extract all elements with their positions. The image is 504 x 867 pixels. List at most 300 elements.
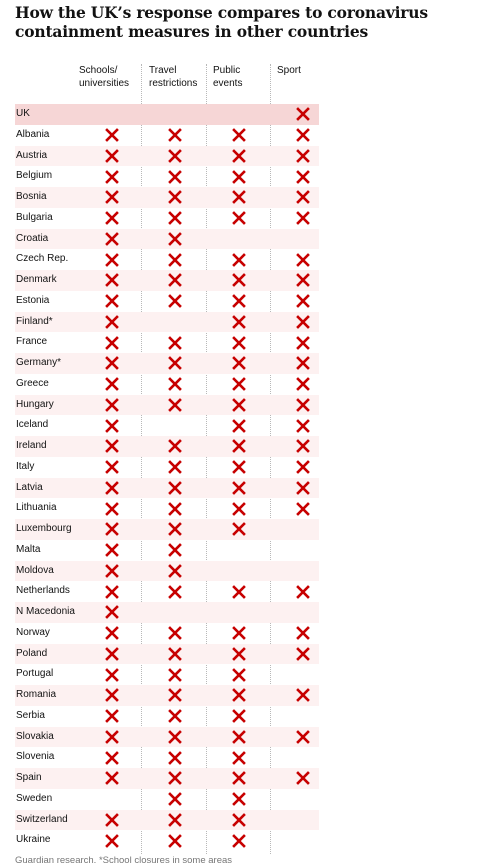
x-mark-icon: [105, 439, 119, 453]
measure-cell: [229, 706, 249, 727]
x-mark-icon: [296, 481, 310, 495]
country-label: Serbia: [16, 709, 45, 721]
measure-cell: [102, 519, 122, 540]
country-label: Slovenia: [16, 751, 55, 763]
measure-cell: [102, 125, 122, 146]
measure-cell: [165, 229, 185, 250]
measure-cell: [102, 727, 122, 748]
x-mark-icon: [296, 585, 310, 599]
x-mark-icon: [232, 190, 246, 204]
measure-cell: [229, 623, 249, 644]
table-row: [15, 830, 319, 851]
x-mark-icon: [168, 668, 182, 682]
measure-cell: [293, 104, 313, 125]
table-row: [15, 270, 319, 291]
x-mark-icon: [232, 751, 246, 765]
column-header-public-events: Public events: [213, 65, 243, 89]
measure-cell: [102, 478, 122, 499]
measure-cell: [165, 727, 185, 748]
x-mark-icon: [105, 398, 119, 412]
x-mark-icon: [168, 273, 182, 287]
measure-cell: [102, 706, 122, 727]
measure-cell: [165, 789, 185, 810]
column-header-schools: Schools/ universities: [79, 65, 130, 89]
measure-cell: [293, 727, 313, 748]
measure-cell: [102, 415, 122, 436]
measure-cell: [165, 270, 185, 291]
x-mark-icon: [296, 439, 310, 453]
x-mark-icon: [296, 149, 310, 163]
country-label: Ireland: [16, 440, 47, 451]
measure-cell: [229, 727, 249, 748]
x-mark-icon: [105, 273, 119, 287]
x-mark-icon: [296, 688, 310, 702]
x-mark-icon: [168, 585, 182, 599]
x-mark-icon: [296, 128, 310, 142]
table-row: [15, 208, 319, 229]
x-mark-icon: [232, 834, 246, 848]
x-mark-icon: [232, 149, 246, 163]
x-mark-icon: [232, 294, 246, 308]
measure-cell: [229, 125, 249, 146]
x-mark-icon: [168, 398, 182, 412]
x-mark-icon: [168, 336, 182, 350]
measure-cell: [229, 644, 249, 665]
measure-cell: [229, 270, 249, 291]
country-label: Sweden: [16, 792, 53, 804]
country-label: Estonia: [16, 294, 50, 306]
measure-cell: [229, 353, 249, 374]
measure-cell: [102, 644, 122, 665]
measure-cell: [102, 830, 122, 851]
x-mark-icon: [232, 377, 246, 391]
measure-cell: [102, 291, 122, 312]
x-mark-icon: [296, 502, 310, 516]
x-mark-icon: [168, 190, 182, 204]
table-row: [15, 540, 319, 561]
measure-cell: [293, 146, 313, 167]
table-row: [15, 146, 319, 167]
measure-cell: [165, 208, 185, 229]
measure-cell: [229, 830, 249, 851]
country-label: Greece: [16, 377, 49, 389]
x-mark-icon: [296, 626, 310, 640]
x-mark-icon: [105, 460, 119, 474]
measure-cell: [165, 291, 185, 312]
table-row: [15, 727, 319, 748]
country-label: Hungary: [16, 398, 54, 410]
measure-cell: [293, 332, 313, 353]
x-mark-icon: [105, 211, 119, 225]
table-row: [15, 789, 319, 810]
table-row: [15, 519, 319, 540]
table-row: [15, 498, 319, 519]
x-mark-icon: [168, 149, 182, 163]
table-row: [15, 187, 319, 208]
x-mark-icon: [105, 647, 119, 661]
table-row: [15, 166, 319, 187]
measure-cell: [229, 581, 249, 602]
measure-cell: [102, 498, 122, 519]
country-label: Norway: [16, 626, 50, 638]
x-mark-icon: [105, 128, 119, 142]
measure-cell: [293, 415, 313, 436]
x-mark-icon: [105, 356, 119, 370]
x-mark-icon: [232, 502, 246, 516]
measure-cell: [165, 810, 185, 831]
measure-cell: [165, 561, 185, 582]
measure-cell: [229, 768, 249, 789]
measure-cell: [229, 208, 249, 229]
measure-cell: [229, 664, 249, 685]
measure-cell: [102, 581, 122, 602]
x-mark-icon: [105, 564, 119, 578]
x-mark-icon: [232, 668, 246, 682]
table-row: [15, 664, 319, 685]
country-label: Czech Rep.: [16, 253, 69, 265]
x-mark-icon: [168, 564, 182, 578]
measure-cell: [102, 146, 122, 167]
measure-cell: [165, 457, 185, 478]
measure-cell: [102, 353, 122, 374]
x-mark-icon: [168, 626, 182, 640]
measure-cell: [102, 685, 122, 706]
measure-cell: [165, 166, 185, 187]
measure-cell: [165, 498, 185, 519]
measure-cell: [293, 395, 313, 416]
x-mark-icon: [296, 253, 310, 267]
measure-cell: [293, 768, 313, 789]
measure-cell: [229, 685, 249, 706]
table-row: [15, 104, 319, 125]
x-mark-icon: [296, 170, 310, 184]
x-mark-icon: [296, 377, 310, 391]
x-mark-icon: [105, 419, 119, 433]
measure-cell: [229, 519, 249, 540]
x-mark-icon: [168, 771, 182, 785]
table-row: [15, 395, 319, 416]
measure-cell: [102, 747, 122, 768]
country-label: N Macedonia: [16, 606, 75, 617]
x-mark-icon: [105, 813, 119, 827]
measure-cell: [229, 747, 249, 768]
measure-cell: [293, 291, 313, 312]
table-row: [15, 644, 319, 665]
measure-cell: [165, 332, 185, 353]
table-row: [15, 810, 319, 831]
measure-cell: [229, 436, 249, 457]
country-label: Netherlands: [16, 585, 70, 597]
measure-cell: [102, 166, 122, 187]
measure-cell: [165, 664, 185, 685]
country-label: Bulgaria: [16, 211, 53, 223]
x-mark-icon: [168, 543, 182, 557]
x-mark-icon: [168, 792, 182, 806]
x-mark-icon: [232, 211, 246, 225]
country-label: Denmark: [16, 274, 57, 285]
x-mark-icon: [232, 626, 246, 640]
measure-cell: [102, 208, 122, 229]
x-mark-icon: [232, 792, 246, 806]
measure-cell: [229, 187, 249, 208]
x-mark-icon: [296, 356, 310, 370]
x-mark-icon: [168, 356, 182, 370]
measure-cell: [165, 374, 185, 395]
country-label: Albania: [16, 128, 50, 140]
measures-table: [15, 104, 319, 851]
measure-cell: [102, 312, 122, 333]
x-mark-icon: [232, 585, 246, 599]
x-mark-icon: [232, 730, 246, 744]
measure-cell: [293, 249, 313, 270]
measure-cell: [165, 478, 185, 499]
x-mark-icon: [105, 771, 119, 785]
source-note: Guardian research. *School closures in some areas: [15, 855, 233, 866]
country-label: Bosnia: [16, 191, 47, 202]
x-mark-icon: [232, 771, 246, 785]
table-row: [15, 229, 319, 250]
measure-cell: [293, 125, 313, 146]
measure-cell: [165, 768, 185, 789]
country-label: Romania: [16, 689, 57, 700]
x-mark-icon: [296, 771, 310, 785]
country-label: Luxembourg: [16, 523, 72, 534]
country-label: Germany*: [16, 357, 62, 368]
measure-cell: [165, 519, 185, 540]
x-mark-icon: [168, 128, 182, 142]
column-header-sport: Sport: [277, 65, 301, 76]
measure-cell: [102, 270, 122, 291]
table-row: [15, 561, 319, 582]
measure-cell: [229, 166, 249, 187]
country-label: Poland: [16, 647, 48, 659]
x-mark-icon: [168, 294, 182, 308]
x-mark-icon: [232, 315, 246, 329]
measure-cell: [293, 436, 313, 457]
x-mark-icon: [232, 170, 246, 184]
x-mark-icon: [232, 128, 246, 142]
measure-cell: [165, 187, 185, 208]
measure-cell: [293, 498, 313, 519]
measure-cell: [165, 830, 185, 851]
country-label: Croatia: [16, 232, 49, 244]
x-mark-icon: [168, 834, 182, 848]
measure-cell: [165, 540, 185, 561]
table-row: [15, 457, 319, 478]
measure-cell: [165, 747, 185, 768]
measure-cell: [293, 166, 313, 187]
measure-cell: [102, 561, 122, 582]
x-mark-icon: [296, 336, 310, 350]
x-mark-icon: [105, 232, 119, 246]
x-mark-icon: [232, 522, 246, 536]
x-mark-icon: [296, 315, 310, 329]
table-row: [15, 291, 319, 312]
x-mark-icon: [296, 398, 310, 412]
country-label: Malta: [16, 543, 41, 555]
measure-cell: [229, 415, 249, 436]
measure-cell: [102, 229, 122, 250]
x-mark-icon: [168, 439, 182, 453]
measure-cell: [229, 498, 249, 519]
x-mark-icon: [168, 751, 182, 765]
measure-cell: [165, 353, 185, 374]
x-mark-icon: [105, 502, 119, 516]
measure-cell: [102, 768, 122, 789]
x-mark-icon: [105, 688, 119, 702]
country-label: Portugal: [16, 668, 54, 680]
measure-cell: [293, 374, 313, 395]
measure-cell: [102, 664, 122, 685]
x-mark-icon: [232, 253, 246, 267]
country-label: Slovakia: [16, 730, 54, 742]
x-mark-icon: [105, 315, 119, 329]
measure-cell: [165, 581, 185, 602]
x-mark-icon: [296, 730, 310, 744]
x-mark-icon: [105, 585, 119, 599]
x-mark-icon: [232, 419, 246, 433]
measure-cell: [102, 249, 122, 270]
x-mark-icon: [105, 253, 119, 267]
country-label: Ukraine: [16, 834, 51, 846]
x-mark-icon: [296, 273, 310, 287]
x-mark-icon: [232, 273, 246, 287]
x-mark-icon: [232, 709, 246, 723]
measure-cell: [293, 353, 313, 374]
x-mark-icon: [105, 751, 119, 765]
x-mark-icon: [168, 688, 182, 702]
x-mark-icon: [168, 232, 182, 246]
x-mark-icon: [105, 605, 119, 619]
measure-cell: [229, 146, 249, 167]
x-mark-icon: [168, 460, 182, 474]
measure-cell: [293, 623, 313, 644]
country-label: Iceland: [16, 419, 49, 431]
table-row: [15, 436, 319, 457]
measure-cell: [293, 457, 313, 478]
table-row: [15, 768, 319, 789]
x-mark-icon: [232, 460, 246, 474]
country-label: Italy: [16, 460, 35, 472]
table-row: [15, 602, 319, 623]
x-mark-icon: [105, 668, 119, 682]
measure-cell: [293, 581, 313, 602]
x-mark-icon: [105, 170, 119, 184]
x-mark-icon: [168, 170, 182, 184]
measure-cell: [229, 478, 249, 499]
measure-cell: [229, 249, 249, 270]
x-mark-icon: [105, 709, 119, 723]
table-row: [15, 623, 319, 644]
x-mark-icon: [168, 253, 182, 267]
x-mark-icon: [232, 356, 246, 370]
table-row: [15, 332, 319, 353]
table-row: [15, 478, 319, 499]
country-label: Latvia: [16, 481, 43, 493]
measure-cell: [165, 436, 185, 457]
measure-cell: [102, 395, 122, 416]
country-label: Austria: [16, 149, 48, 161]
measure-cell: [165, 125, 185, 146]
x-mark-icon: [105, 730, 119, 744]
measure-cell: [229, 374, 249, 395]
x-mark-icon: [168, 813, 182, 827]
x-mark-icon: [105, 481, 119, 495]
measure-cell: [102, 457, 122, 478]
measure-cell: [229, 789, 249, 810]
country-label: Spain: [16, 772, 42, 783]
measure-cell: [102, 540, 122, 561]
measure-cell: [229, 457, 249, 478]
measure-cell: [165, 706, 185, 727]
measure-cell: [165, 685, 185, 706]
measure-cell: [229, 810, 249, 831]
x-mark-icon: [296, 190, 310, 204]
measure-cell: [165, 395, 185, 416]
measure-cell: [165, 623, 185, 644]
measure-cell: [293, 312, 313, 333]
country-label: Moldova: [16, 564, 54, 576]
country-label: Belgium: [16, 170, 53, 182]
measure-cell: [102, 436, 122, 457]
table-row: [15, 374, 319, 395]
table-row: [15, 249, 319, 270]
column-header-travel: Travel restrictions: [149, 65, 198, 89]
table-row: [15, 706, 319, 727]
x-mark-icon: [168, 522, 182, 536]
measure-cell: [293, 685, 313, 706]
x-mark-icon: [168, 481, 182, 495]
measure-cell: [102, 602, 122, 623]
table-row: [15, 353, 319, 374]
x-mark-icon: [232, 336, 246, 350]
x-mark-icon: [232, 813, 246, 827]
table-row: [15, 581, 319, 602]
x-mark-icon: [168, 211, 182, 225]
measure-cell: [293, 478, 313, 499]
x-mark-icon: [105, 377, 119, 391]
x-mark-icon: [168, 709, 182, 723]
x-mark-icon: [296, 460, 310, 474]
measure-cell: [293, 270, 313, 291]
x-mark-icon: [105, 834, 119, 848]
measure-cell: [102, 374, 122, 395]
measure-cell: [229, 312, 249, 333]
measure-cell: [229, 291, 249, 312]
measure-cell: [102, 623, 122, 644]
x-mark-icon: [105, 294, 119, 308]
x-mark-icon: [232, 439, 246, 453]
chart-title: How the UK’s response compares to coronavirus containment measures in other countries: [15, 3, 428, 41]
x-mark-icon: [105, 522, 119, 536]
x-mark-icon: [232, 688, 246, 702]
measure-cell: [165, 249, 185, 270]
x-mark-icon: [168, 377, 182, 391]
x-mark-icon: [105, 336, 119, 350]
measure-cell: [293, 208, 313, 229]
x-mark-icon: [105, 149, 119, 163]
country-label: UK: [16, 108, 30, 119]
measure-cell: [102, 332, 122, 353]
table-row: [15, 125, 319, 146]
country-label: Lithuania: [16, 502, 57, 514]
measure-cell: [102, 187, 122, 208]
x-mark-icon: [232, 398, 246, 412]
column-headers: [0, 64, 504, 94]
measure-cell: [165, 644, 185, 665]
measure-cell: [229, 395, 249, 416]
x-mark-icon: [296, 647, 310, 661]
